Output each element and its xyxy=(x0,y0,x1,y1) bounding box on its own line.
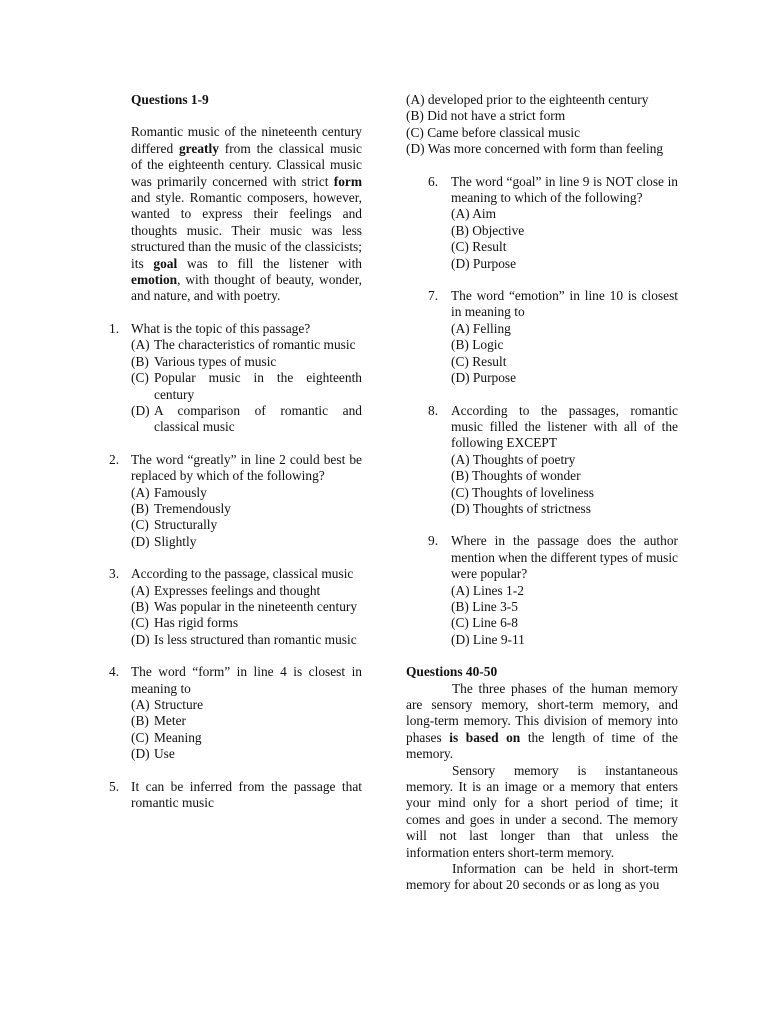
answer-option xyxy=(131,337,362,353)
answer-option: (B) Logic xyxy=(451,337,504,353)
question-number: 5. xyxy=(109,778,120,794)
passage-paragraph xyxy=(406,861,678,894)
passage-paragraph xyxy=(406,763,678,861)
answer-option: (C) Result xyxy=(451,239,507,255)
answer-option: (C) Line 6-8 xyxy=(451,615,518,631)
question-number: 7. xyxy=(428,288,439,304)
question-text: It can be inferred from the passage that romantic music xyxy=(131,778,362,811)
question-text: Where in the passage does the author mention when the different types of music were popular? xyxy=(451,533,678,582)
question-number: 6. xyxy=(428,173,439,189)
passage-text: Information can be held in short-term memory for about 20 seconds or as long as you xyxy=(406,861,678,893)
passage-bold-term: is based on xyxy=(449,729,521,745)
question-9 xyxy=(428,533,678,648)
reading-passage-romantic-music xyxy=(131,124,362,304)
question-number: 8. xyxy=(428,402,439,418)
answer-option xyxy=(131,615,362,631)
answer-option xyxy=(131,534,362,550)
question-8 xyxy=(428,402,678,518)
passage-bold-term: form xyxy=(333,173,362,189)
answer-option: (A) Thoughts of poetry xyxy=(451,451,576,467)
option-text: Various types of music xyxy=(154,353,277,369)
question-text: What is the topic of this passage? xyxy=(131,320,311,336)
question-4 xyxy=(109,664,362,762)
reading-passage-human-memory xyxy=(406,681,678,894)
answer-option xyxy=(131,517,362,533)
option-letter: (C) xyxy=(131,517,149,533)
passage-bold-term: emotion xyxy=(131,272,178,288)
question-text: The word “form” in line 4 is closest in meaning to xyxy=(131,664,362,696)
option-letter: (A) xyxy=(131,484,150,500)
section-heading-questions-1-9: Questions 1-9 xyxy=(131,92,209,107)
option-letter: (A) xyxy=(131,337,150,353)
option-letter: (B) xyxy=(131,353,149,369)
answer-option: (B) Did not have a strict form xyxy=(406,108,566,124)
section-heading-questions-40-50: Questions 40-50 xyxy=(406,664,498,680)
option-letter: (D) xyxy=(131,746,150,762)
answer-option: (D) Purpose xyxy=(451,255,517,271)
option-letter: (B) xyxy=(131,598,149,614)
answer-option xyxy=(131,583,362,599)
option-text: Has rigid forms xyxy=(154,615,239,631)
question-spacer xyxy=(406,272,678,288)
option-letter: (D) xyxy=(131,533,150,549)
answer-option: (A) developed prior to the eighteenth century xyxy=(406,92,649,107)
option-text: Structurally xyxy=(154,517,218,533)
passage-paragraph xyxy=(406,681,678,763)
option-letter: (D) xyxy=(131,402,150,418)
answer-option xyxy=(131,370,362,403)
option-text: Popular music in the eighteenth century xyxy=(154,370,362,402)
option-letter: (D) xyxy=(131,631,150,647)
question-spacer xyxy=(131,648,362,664)
answer-option xyxy=(131,730,362,746)
question-5-options xyxy=(406,92,678,158)
answer-option: (C) Result xyxy=(451,353,507,369)
passage-text: Sensory memory is instantaneous memory. It is an image or a memory that enters your mind only for a short period of time; it comes and goes in under a second. The memory will not last longer than that unless the information enters short-term memory. xyxy=(406,762,678,860)
option-letter: (A) xyxy=(131,697,150,712)
option-text: Famously xyxy=(154,484,207,500)
question-text: According to the passage, classical music xyxy=(131,566,354,582)
passage-text: and style. Romantic composers, however, wanted to express their feelings and thoughts music. Their music was less structured than the music of the classicists; its xyxy=(131,190,362,271)
question-text: The word “greatly” in line 2 could best be replaced by which of the following? xyxy=(131,451,362,484)
question-spacer xyxy=(406,158,678,174)
passage-bold-term: goal xyxy=(153,255,178,271)
question-3 xyxy=(109,566,362,648)
option-letter: (C) xyxy=(131,729,149,745)
passage-text: The three phases of the human memory are sensory memory, short-term memory, and long-term memory. This division of memory into phases xyxy=(406,680,678,745)
option-text: The characteristics of romantic music xyxy=(154,337,356,353)
left-column xyxy=(109,92,363,811)
passage-bold-term: greatly xyxy=(178,140,219,156)
question-spacer xyxy=(406,387,678,403)
answer-option: (A) Felling xyxy=(451,320,511,336)
answer-option: (B) Objective xyxy=(451,222,525,238)
question-5 xyxy=(109,778,362,812)
answer-option xyxy=(131,599,362,615)
passage-text: from the classical music of the eighteenth century. Classical music was primarily concerned with strict xyxy=(131,140,363,189)
answer-option: (A) Lines 1-2 xyxy=(451,582,524,598)
question-text: The word “emotion” in line 10 is closest in meaning to xyxy=(451,288,678,320)
option-letter: (A) xyxy=(131,582,150,598)
passage-text: Romantic music of the nineteenth century differed xyxy=(131,124,362,156)
answer-option xyxy=(131,485,362,501)
answer-option: (B) Thoughts of wonder xyxy=(451,468,581,484)
question-spacer xyxy=(131,763,362,779)
answer-option: (A) Aim xyxy=(451,206,497,222)
answer-option xyxy=(131,501,362,517)
answer-option xyxy=(131,632,362,648)
question-number: 1. xyxy=(109,320,120,336)
option-text: Slightly xyxy=(154,533,197,549)
answer-option: (D) Line 9-11 xyxy=(451,631,525,647)
answer-option xyxy=(131,713,362,729)
option-text: Meaning xyxy=(154,729,202,745)
option-text: Was popular in the nineteenth century xyxy=(154,598,358,614)
right-column xyxy=(406,92,678,894)
answer-option: (D) Thoughts of strictness xyxy=(451,500,591,516)
question-number: 2. xyxy=(109,451,120,467)
answer-option: (D) Purpose xyxy=(451,370,517,386)
question-spacer xyxy=(131,436,362,452)
option-text: Tremendously xyxy=(154,500,231,516)
answer-option: (C) Thoughts of loveliness xyxy=(451,484,594,500)
question-number: 3. xyxy=(109,566,120,582)
question-number: 9. xyxy=(428,533,439,549)
answer-option: (B) Line 3-5 xyxy=(451,598,518,614)
answer-option xyxy=(131,403,362,436)
option-letter: (C) xyxy=(131,615,149,631)
answer-option xyxy=(131,354,362,370)
question-spacer xyxy=(406,517,678,533)
question-1 xyxy=(109,320,362,436)
question-list-right xyxy=(406,158,678,649)
answer-option: (C) Came before classical music xyxy=(406,124,581,140)
question-number: 4. xyxy=(109,664,120,680)
option-letter: (B) xyxy=(131,500,149,516)
answer-option xyxy=(131,746,362,762)
option-text: A comparison of romantic and classical music xyxy=(154,402,362,435)
question-list-left xyxy=(109,305,362,812)
question-7 xyxy=(428,288,678,386)
answer-option xyxy=(131,697,362,713)
option-letter: (B) xyxy=(131,713,149,729)
question-2 xyxy=(109,451,362,550)
question-spacer xyxy=(131,305,362,321)
passage-text: was to fill the listener with xyxy=(177,255,363,271)
option-text: Expresses feelings and thought xyxy=(154,582,321,598)
answer-option: (D) Was more concerned with form than feeling xyxy=(406,141,664,157)
option-text: Is less structured than romantic music xyxy=(154,631,357,647)
option-text: Structure xyxy=(154,697,204,712)
passage-text: the length of time of the memory. xyxy=(406,729,678,762)
passage-text: , with thought of beauty, wonder, and nature, and with poetry. xyxy=(131,272,362,304)
question-6 xyxy=(428,173,678,272)
option-letter: (C) xyxy=(131,370,149,386)
option-text: Meter xyxy=(154,713,186,729)
question-text: According to the passages, romantic music filled the listener with all of the following EXCEPT xyxy=(451,402,678,451)
question-spacer xyxy=(131,550,362,566)
option-text: Use xyxy=(154,746,175,762)
question-text: The word “goal” in line 9 is NOT close in meaning to which of the following? xyxy=(451,173,678,206)
